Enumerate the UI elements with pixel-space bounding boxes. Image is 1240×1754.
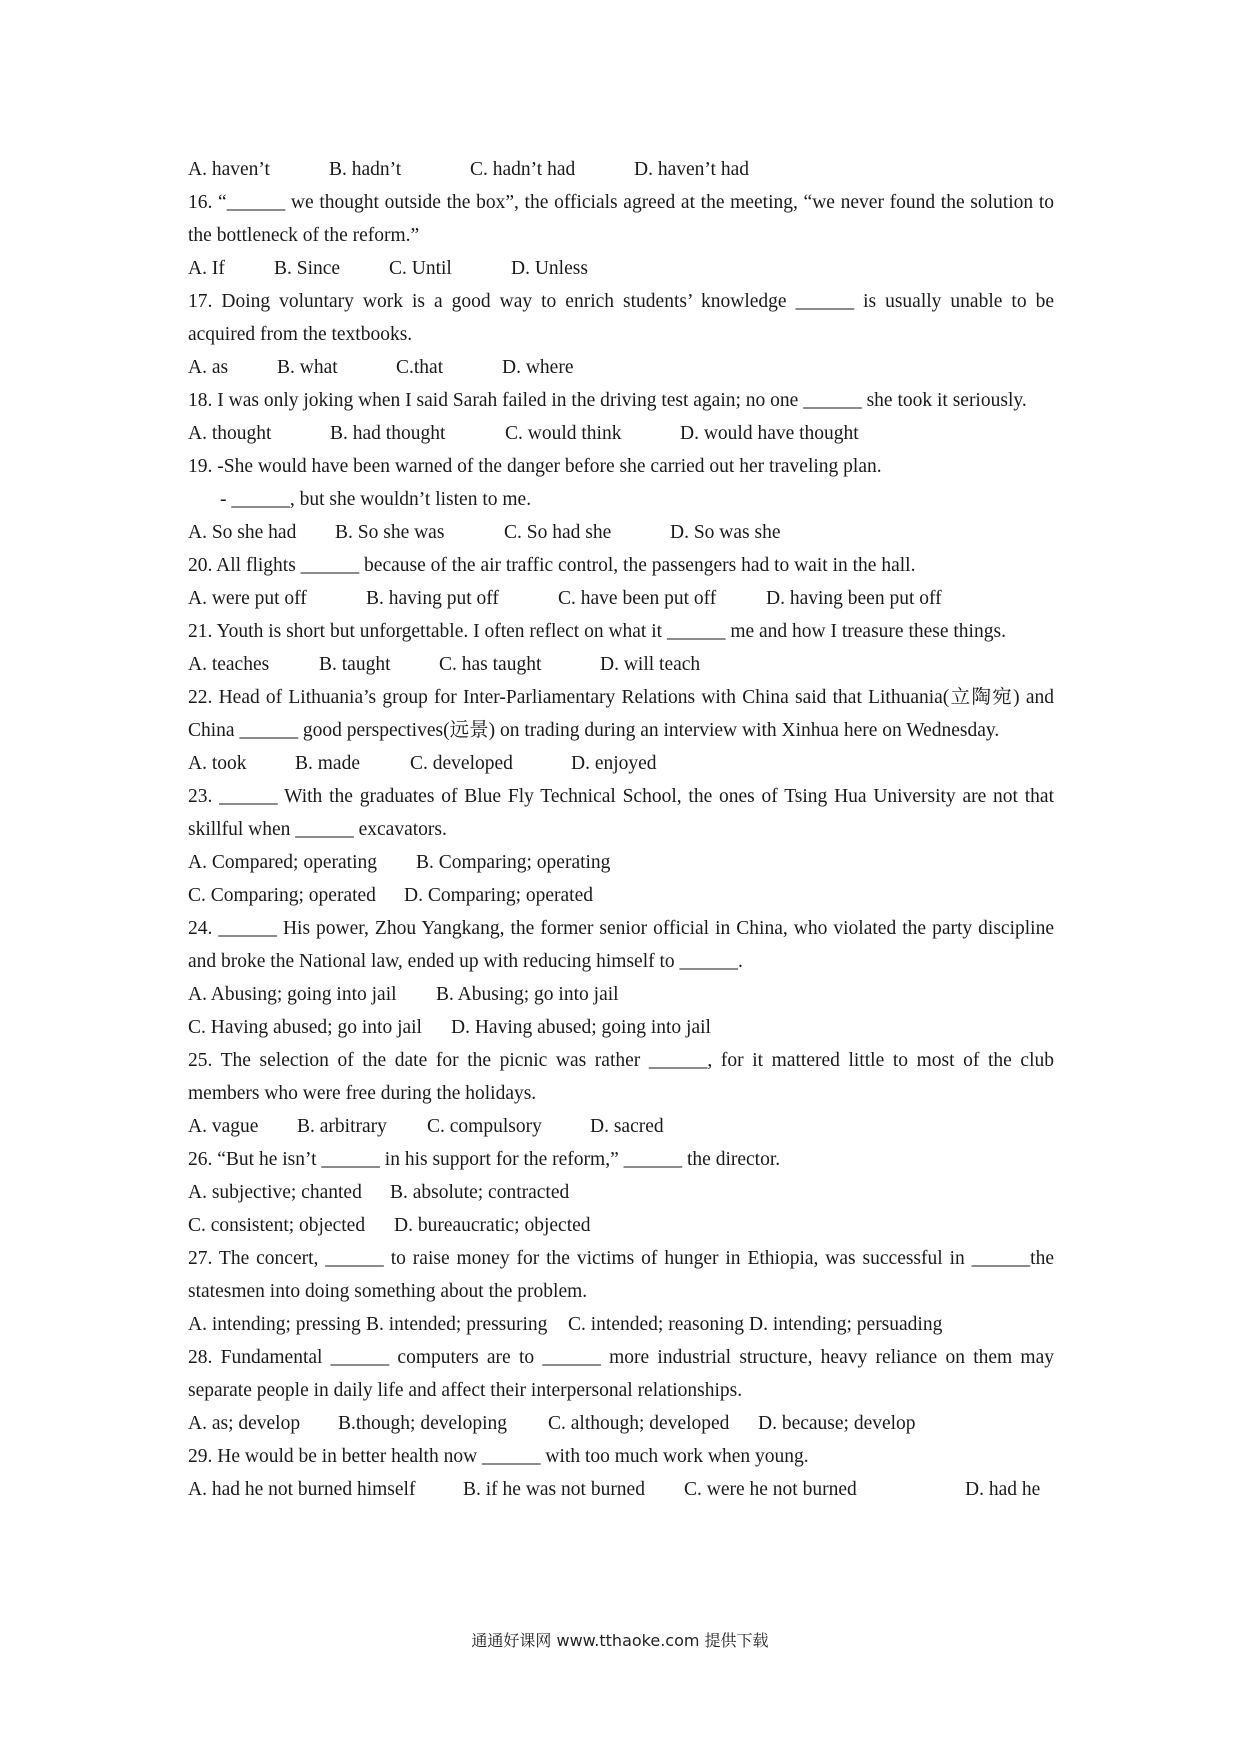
- q24-option-d: D. Having abused; going into jail: [451, 1017, 711, 1038]
- q22-stem: 22. Head of Lithuania’s group for Inter-Parliamentary Relations with China said that Lithuania(立陶宛) and China ______ good perspectives(远景) on trading during an interview with Xinhua here on Wednesday.: [188, 687, 1054, 741]
- question-list: [188, 153, 1054, 1506]
- q22-options: [188, 747, 1054, 780]
- q29-option-d: D. had he: [965, 1479, 1041, 1500]
- q29-stem: 29. He would be in better health now ______ with too much work when young.: [188, 1446, 809, 1467]
- q22-option-b: B. made: [295, 753, 360, 774]
- q22-option-a: A. took: [188, 753, 247, 774]
- q18-option-d: D. would have thought: [680, 423, 859, 444]
- q25-option-d: D. sacred: [590, 1116, 664, 1137]
- q17-option-d: D. where: [502, 357, 574, 378]
- q26-option-b: B. absolute; contracted: [390, 1182, 570, 1203]
- q23-options-row2: [188, 879, 1054, 912]
- q24-option-c: C. Having abused; go into jail: [188, 1017, 422, 1038]
- q27-option-b: B. intended; pressuring: [366, 1314, 548, 1335]
- q28-option-d: D. because; develop: [758, 1413, 916, 1434]
- q22-option-d: D. enjoyed: [571, 753, 657, 774]
- q18-option-b: B. had thought: [330, 423, 446, 444]
- q29-option-c: C. were he not burned: [684, 1479, 857, 1500]
- q24-options-row1: [188, 978, 1054, 1011]
- q23-stem: 23. ______ With the graduates of Blue Fly Technical School, the ones of Tsing Hua University are not that skillful when ______ excavators.: [188, 786, 1054, 840]
- q20-option-a: A. were put off: [188, 588, 307, 609]
- q26-stem: 26. “But he isn’t ______ in his support for the reform,” ______ the director.: [188, 1149, 781, 1170]
- q28-option-b: B.though; developing: [338, 1413, 507, 1434]
- q19-option-a: A. So she had: [188, 522, 297, 543]
- q19-option-c: C. So had she: [504, 522, 612, 543]
- q26-option-d: D. bureaucratic; objected: [394, 1215, 591, 1236]
- q25-option-b: B. arbitrary: [297, 1116, 387, 1137]
- q18-stem: 18. I was only joking when I said Sarah failed in the driving test again; no one ______ she took it seriously.: [188, 390, 1027, 411]
- q28-options: [188, 1407, 1054, 1440]
- q24-stem: 24. ______ His power, Zhou Yangkang, the former senior official in China, who violated the party discipline and broke the National law, ended up with reducing himself to ______.: [188, 918, 1054, 972]
- q16-option-d: D. Unless: [511, 258, 588, 279]
- q26-option-a: A. subjective; chanted: [188, 1182, 362, 1203]
- q19-reply: - ______, but she wouldn’t listen to me.: [220, 489, 532, 510]
- q20-options: [188, 582, 1054, 615]
- q29-option-b: B. if he was not burned: [463, 1479, 645, 1500]
- q24-option-b: B. Abusing; go into jail: [436, 984, 619, 1005]
- q29-option-a: A. had he not burned himself: [188, 1479, 416, 1500]
- q22-option-c: C. developed: [410, 753, 513, 774]
- q27-option-d: D. intending; persuading: [749, 1314, 943, 1335]
- q15-options: [188, 153, 1054, 186]
- q21-option-b: B. taught: [319, 654, 391, 675]
- q15-option-d: D. haven’t had: [634, 159, 749, 180]
- q19-stem: 19. -She would have been warned of the danger before she carried out her traveling plan.: [188, 456, 882, 477]
- q17-stem: 17. Doing voluntary work is a good way to enrich students’ knowledge ______ is usually unable to be acquired from the textbooks.: [188, 291, 1054, 345]
- q16-option-b: B. Since: [274, 258, 341, 279]
- q27-option-a: A. intending; pressing: [188, 1314, 361, 1335]
- q18-options: [188, 417, 1054, 450]
- q21-options: [188, 648, 1054, 681]
- q17-option-b: B. what: [277, 357, 338, 378]
- q20-option-b: B. having put off: [366, 588, 499, 609]
- q21-option-c: C. has taught: [439, 654, 542, 675]
- q25-options: [188, 1110, 1054, 1143]
- q23-option-a: A. Compared; operating: [188, 852, 377, 873]
- footer-source-note: 通通好课网 www.tthaoke.com 提供下载: [471, 1631, 769, 1650]
- q24-options-row2: [188, 1011, 1054, 1044]
- q19-options: [188, 516, 1054, 549]
- q26-option-c: C. consistent; objected: [188, 1215, 366, 1236]
- q18-option-a: A. thought: [188, 423, 272, 444]
- q17-option-a: A. as: [188, 357, 229, 378]
- q16-options: [188, 252, 1054, 285]
- q23-option-c: C. Comparing; operated: [188, 885, 376, 906]
- q18-option-c: C. would think: [505, 423, 622, 444]
- q21-option-a: A. teaches: [188, 654, 270, 675]
- q16-option-a: A. If: [188, 258, 225, 279]
- q16-stem: 16. “______ we thought outside the box”, the officials agreed at the meeting, “we never found the solution to the bottleneck of the reform.”: [188, 192, 1054, 246]
- q15-option-b: B. hadn’t: [329, 159, 402, 180]
- q28-option-a: A. as; develop: [188, 1413, 301, 1434]
- q23-option-d: D. Comparing; operated: [404, 885, 593, 906]
- q15-option-c: C. hadn’t had: [470, 159, 576, 180]
- q16-option-c: C. Until: [389, 258, 452, 279]
- q20-option-d: D. having been put off: [766, 588, 942, 609]
- q26-options-row1: [188, 1176, 1054, 1209]
- q21-stem: 21. Youth is short but unforgettable. I often reflect on what it ______ me and how I treasure these things.: [188, 621, 1006, 642]
- q15-option-a: A. haven’t: [188, 159, 270, 180]
- q19-option-d: D. So was she: [670, 522, 781, 543]
- q17-option-c: C.that: [396, 357, 444, 378]
- q25-stem: 25. The selection of the date for the picnic was rather ______, for it mattered little to most of the club members who were free during the holidays.: [188, 1050, 1054, 1104]
- q20-option-c: C. have been put off: [558, 588, 717, 609]
- q23-option-b: B. Comparing; operating: [416, 852, 611, 873]
- q29-options: [188, 1473, 1054, 1506]
- q19-option-b: B. So she was: [335, 522, 445, 543]
- q27-stem: 27. The concert, ______ to raise money for the victims of hunger in Ethiopia, was successful in ______the statesmen into doing something about the problem.: [188, 1248, 1054, 1302]
- q27-option-c: C. intended; reasoning: [568, 1314, 745, 1335]
- q25-option-a: A. vague: [188, 1116, 259, 1137]
- q17-options: [188, 351, 1054, 384]
- q20-stem: 20. All flights ______ because of the air traffic control, the passengers had to wait in the hall.: [188, 555, 916, 576]
- q28-stem: 28. Fundamental ______ computers are to ______ more industrial structure, heavy reliance on them may separate people in daily life and affect their interpersonal relationships.: [188, 1347, 1054, 1401]
- q23-options-row1: [188, 846, 1054, 879]
- q24-option-a: A. Abusing; going into jail: [188, 984, 397, 1005]
- q21-option-d: D. will teach: [600, 654, 701, 675]
- q27-options: [188, 1308, 1054, 1341]
- q25-option-c: C. compulsory: [427, 1116, 542, 1137]
- q26-options-row2: [188, 1209, 1054, 1242]
- q28-option-c: C. although; developed: [548, 1413, 730, 1434]
